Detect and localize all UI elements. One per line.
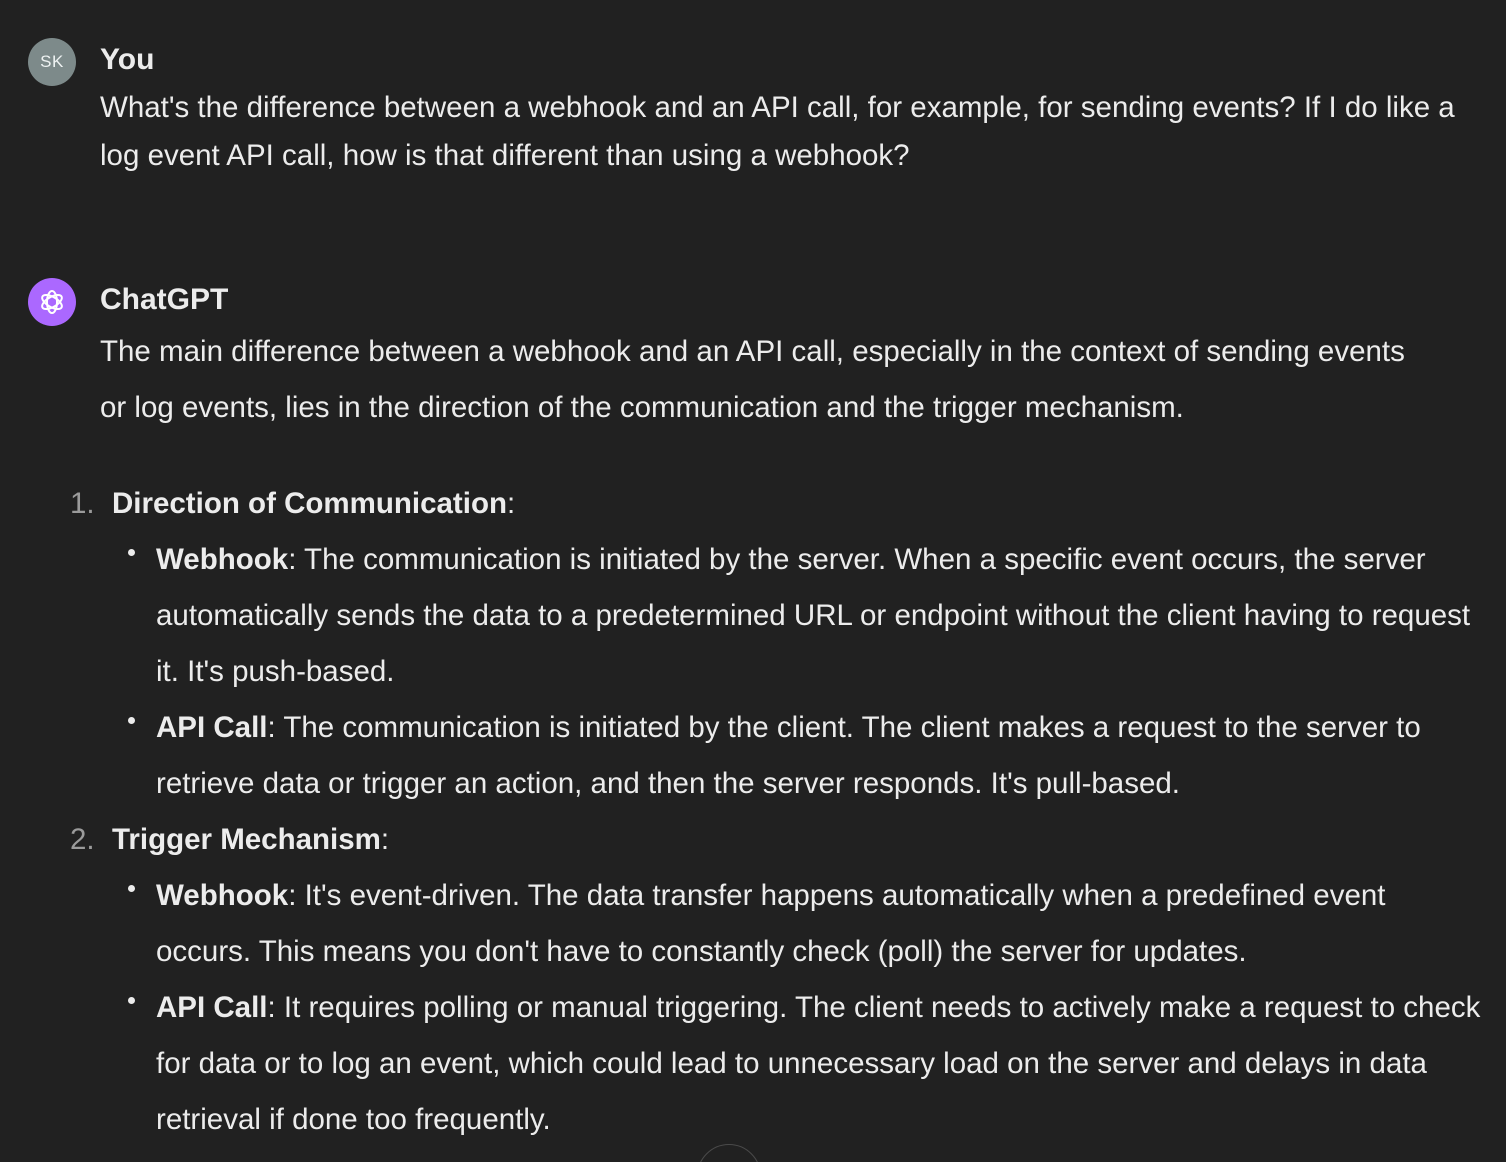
bullet-description: : The communication is initiated by the server. When a specific event occurs, the server automatically sends the data to a predetermined URL or endpoint without the client having to request it. It's push-based. — [156, 543, 1471, 688]
assistant-intro-text: The main difference between a webhook and an API call, especially in the context of sending events or log events, lies in the direction of the communication and the trigger mechanism. — [100, 335, 1405, 424]
user-author-name: You — [100, 43, 155, 76]
list-title-suffix: : — [506, 487, 516, 520]
bullet-description: : It requires polling or manual triggering. The client needs to actively make a request to check for data or to log an event, which could lead to unnecessary load on the server and delays in data retrieval if done too frequently. — [156, 991, 1481, 1136]
bullet-description: : The communication is initiated by the client. The client makes a request to the server to retrieve data or trigger an action, and then the server responds. It's pull-based. — [156, 711, 1421, 800]
bullet-dot-icon — [128, 717, 135, 724]
user-avatar — [28, 38, 76, 86]
list-title-suffix: : — [380, 823, 390, 856]
bullet-text — [156, 868, 1486, 980]
bullet-term: Webhook — [156, 543, 289, 576]
bullet-text — [156, 980, 1486, 1148]
list-title: Direction of Communication — [112, 487, 507, 520]
bullet-text — [156, 532, 1486, 700]
bullet-term: Webhook — [156, 879, 289, 912]
list-title: Trigger Mechanism — [112, 823, 381, 856]
assistant-author-name: ChatGPT — [100, 283, 229, 316]
list-number: 2. — [70, 823, 95, 856]
user-avatar-initials: SK — [40, 52, 64, 71]
list-title-line — [112, 812, 389, 868]
list-title-line — [112, 476, 515, 532]
user-message-text: What's the difference between a webhook and an API call, for example, for sending events? If I do like a log event API call, how is that different than using a webhook? — [100, 91, 1455, 172]
bullet-description: : It's event-driven. The data transfer happens automatically when a predefined event occurs. This means you don't have to constantly check (poll) the server for updates. — [156, 879, 1386, 968]
openai-logo-svg — [36, 286, 68, 318]
openai-logo-icon — [28, 278, 76, 326]
bullet-term: API Call — [156, 711, 268, 744]
list-number: 1. — [70, 487, 95, 520]
bullet-dot-icon — [128, 885, 135, 892]
bullet-dot-icon — [128, 549, 135, 556]
bullet-dot-icon — [128, 997, 135, 1004]
bullet-text — [156, 700, 1486, 812]
bullet-term: API Call — [156, 991, 268, 1024]
